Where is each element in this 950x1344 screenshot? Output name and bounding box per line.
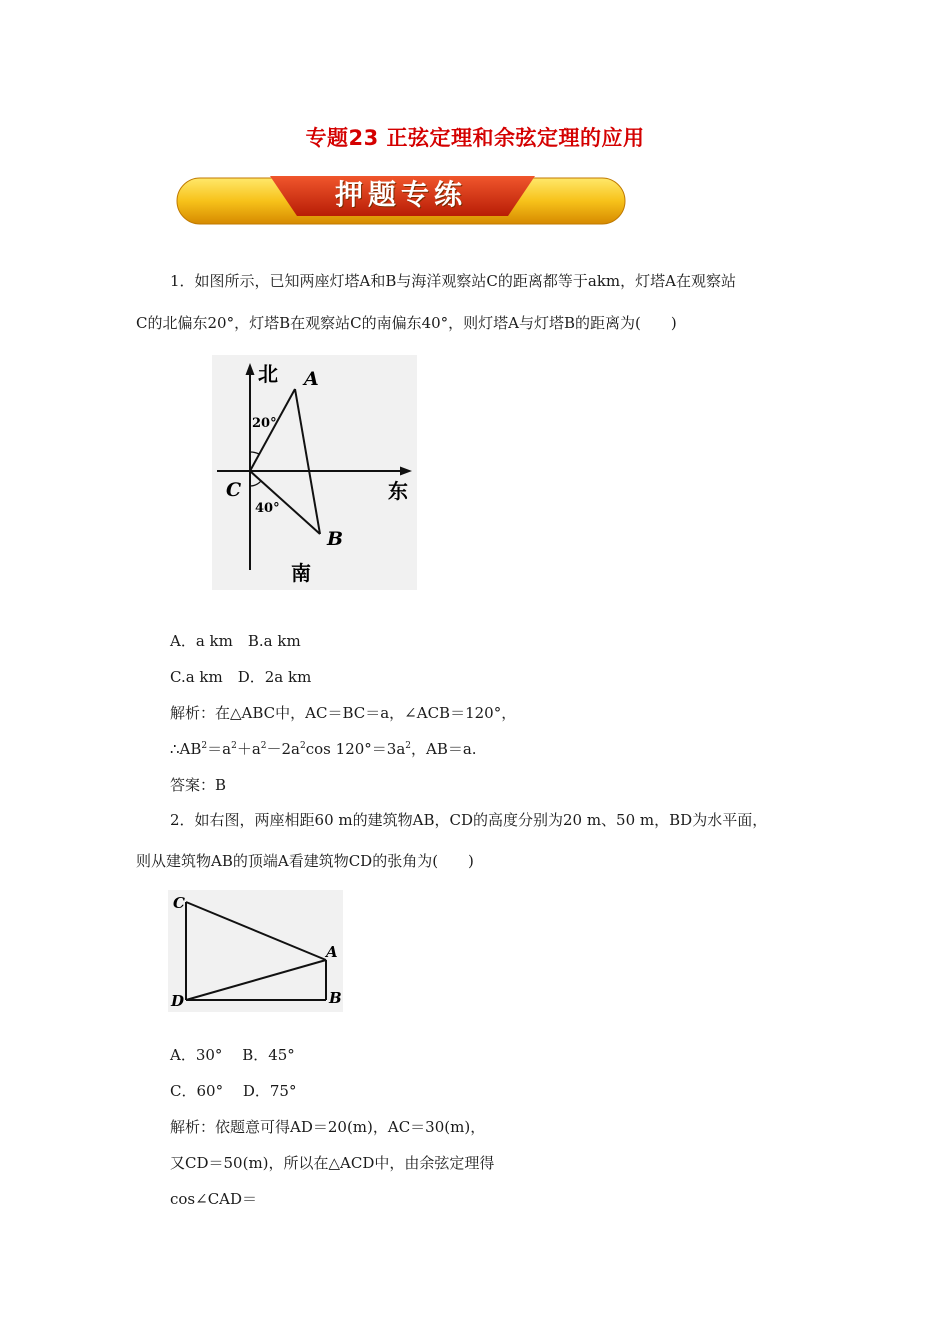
page-title: 专题23 正弦定理和余弦定理的应用 bbox=[305, 126, 645, 150]
question-2-analysis-2: 又CD＝50(m)，所以在△ACD中，由余弦定理得 bbox=[170, 1154, 495, 1172]
label-point-b: B bbox=[327, 528, 344, 550]
question-2-analysis-3: cos∠CAD＝ bbox=[170, 1190, 258, 1208]
label-point-d: D bbox=[171, 992, 185, 1010]
label-point-a: A bbox=[304, 368, 319, 390]
section-banner bbox=[175, 172, 627, 227]
question-1-line-1: 1．如图所示，已知两座灯塔A和B与海洋观察站C的距离都等于akm，灯塔A在观察站 bbox=[170, 272, 736, 290]
label-angle-40: 40° bbox=[255, 501, 280, 516]
question-1-analysis-2: $\therefore AB^2=a^2+a^2-2a^2\cos$ $120^\circ=3a^2$，AB＝a. bbox=[170, 740, 477, 758]
label-point-a: A bbox=[326, 943, 338, 961]
banner-title: 押题专练 bbox=[334, 178, 467, 211]
label-point-c: C bbox=[226, 479, 242, 501]
label-point-c: C bbox=[173, 894, 185, 912]
figure-background bbox=[212, 355, 417, 590]
label-point-b: B bbox=[329, 989, 342, 1007]
question-1-analysis-1: 解析：在△ABC中，AC＝BC＝a，∠ACB＝120°， bbox=[170, 704, 517, 722]
question-2-options-cd: C．60° D．75° bbox=[170, 1082, 297, 1100]
question-2-line-1: 2．如右图，两座相距60 m的建筑物AB，CD的高度分别为20 m、50 m，BD为水平面， bbox=[170, 811, 768, 829]
label-south: 南 bbox=[291, 561, 311, 585]
figure-lighthouses bbox=[212, 355, 417, 590]
question-1-line-2: C的北偏东20°，灯塔B在观察站C的南偏东40°，则灯塔A与灯塔B的距离为( ) bbox=[136, 314, 677, 332]
question-2-options-ab: A．30° B．45° bbox=[170, 1046, 295, 1064]
question-2-line-2: 则从建筑物AB的顶端A看建筑物CD的张角为( ) bbox=[136, 852, 474, 870]
figure-buildings bbox=[168, 890, 343, 1012]
question-1-options-ab: A．a km B.a km bbox=[170, 632, 301, 650]
question-1-answer: 答案：B bbox=[170, 776, 227, 794]
question-1-options-cd: C.a km D．2a km bbox=[170, 668, 312, 686]
figure-background bbox=[168, 890, 343, 1012]
label-east: 东 bbox=[388, 479, 408, 503]
label-angle-20: 20° bbox=[252, 416, 277, 431]
label-north: 北 bbox=[258, 362, 278, 386]
question-2-analysis-1: 解析：依题意可得AD＝20(m)，AC＝30(m)， bbox=[170, 1118, 486, 1136]
